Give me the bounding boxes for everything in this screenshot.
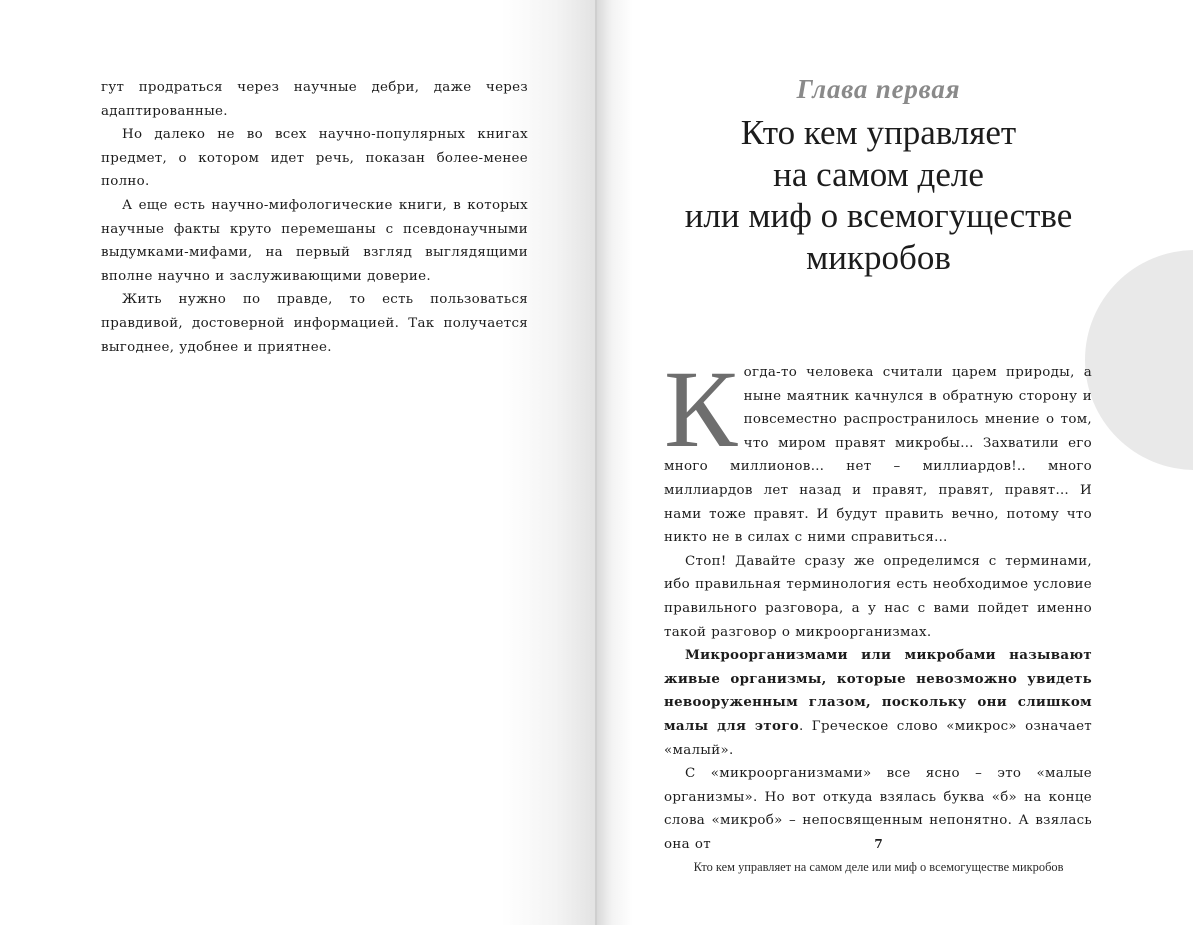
opening-paragraph (664, 348, 1092, 550)
paragraph: А еще есть научно-мифологические книги, в которых научные факты круто перемешаны с псевдонаучными выдумками-мифами, на первый взгляд выглядящими вполне научно и заслуживающими доверие. (101, 197, 528, 284)
chapter-title-line: микробов (806, 237, 951, 277)
chapter-title-line: Кто кем управляет (740, 113, 1017, 152)
paragraph: Жить нужно по правде, то есть пользоваться правдивой, достоверной информацией. Так получается выгоднее, удобнее и приятнее. (101, 292, 528, 355)
definition-rest-text: . Греческое слово «микрос» означает «малый». (664, 718, 1092, 758)
left-page-text (101, 76, 528, 359)
chapter-title-line: на самом деле (773, 154, 984, 194)
opening-paragraph-text: огда-то человека считали царем природы, а ныне маятник качнулся в обратную сторону и повсеместно распространилось мнение о том, что миром правят микробы… Захватили его много миллионов… нет – миллиардов!.. много миллиардов лет назад и правят, правят, правят… И нами тоже правят. И будут править вечно, потому что никто не в силах с ними справиться… (664, 365, 1092, 546)
paragraph: С «микроорганизмами» все ясно – это «малые организмы». Но вот откуда взялась буква «б» на конце слова «микроб» – непосвященным непонятно. А взялась она от (664, 766, 1092, 852)
chapter-label: Глава первая (796, 74, 961, 104)
definition-paragraph (664, 644, 1092, 762)
decorative-circle (1085, 250, 1193, 470)
drop-cap: К (664, 348, 738, 470)
chapter-title-line: или миф о всемогуществе (684, 196, 1073, 235)
paragraph: Но далеко не во всех научно-популярных книгах предмет, о котором идет речь, показан более-менее полно. (101, 127, 528, 190)
right-page-text (664, 348, 1092, 856)
paragraph: Стоп! Давайте сразу же определимся с терминами, ибо правильная терминология есть необходимое условие правильного разговора, а у нас с вами пойдет именно такой разговор о микроорганизмах. (664, 553, 1092, 640)
paragraph: гут продраться через научные дебри, даже через адаптированные. (101, 80, 528, 119)
chapter-title (597, 112, 1160, 278)
definition-bold-text: Микроорганизмами или микробами называют живые организмы, которые невозможно увидеть невооруженным глазом, поскольку они слишком малы для этого (664, 647, 1092, 734)
page-number: 7 (874, 837, 883, 851)
running-footer: Кто кем управляет на самом деле или миф о всемогуществе микробов (693, 860, 1064, 874)
